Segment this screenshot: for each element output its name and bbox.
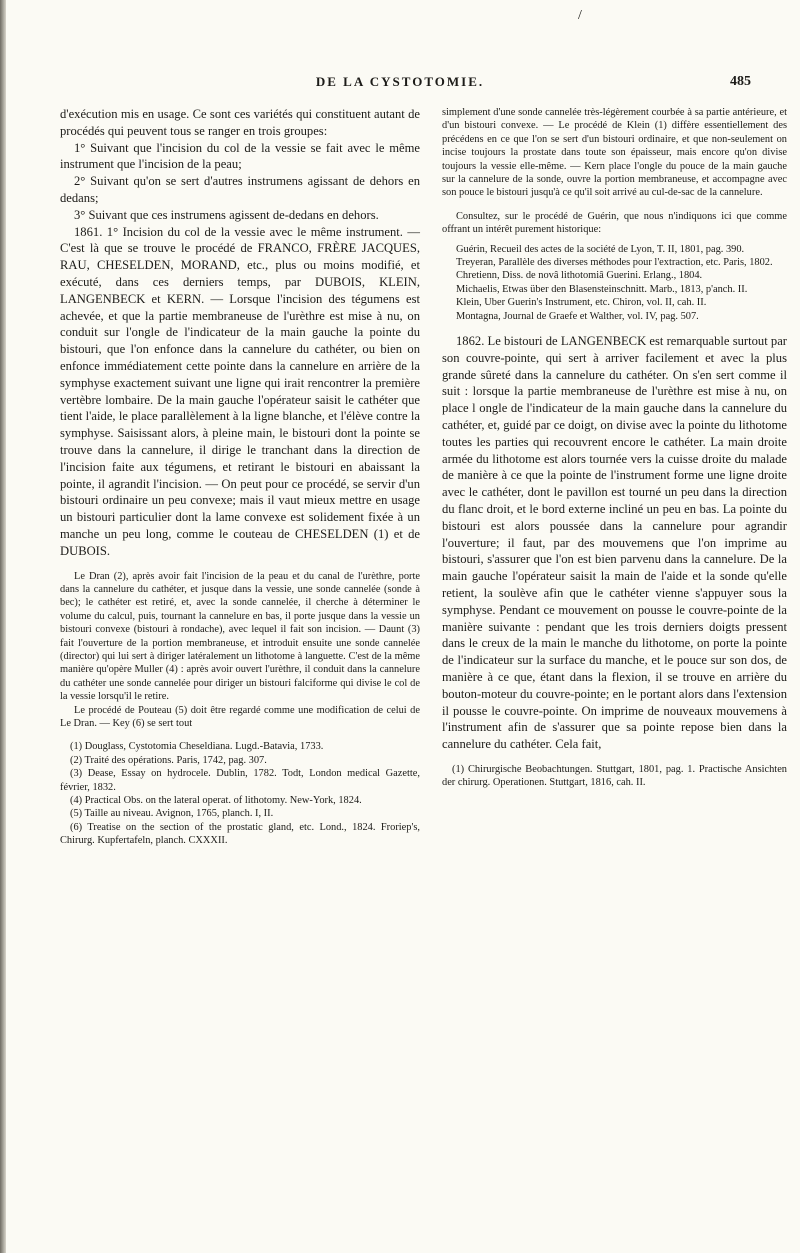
- reference-list: [442, 243, 787, 323]
- reference-item: Michaelis, Etwas über den Blasensteinschnitt. Marb., 1813, p'anch. II.: [456, 283, 748, 295]
- footnote-5: (5) Taille au niveau. Avignon, 1765, planch. I, II.: [70, 808, 274, 820]
- group-item-1: 1° Suivant que l'incision du col de la vessie se fait avec le même instrument que l'incision de la peau;: [60, 140, 420, 172]
- footnote-4: (4) Practical Obs. on the lateral operat. of lithotomy. New-York, 1824.: [70, 795, 362, 807]
- page-edge: [0, 0, 6, 1253]
- pencil-mark: /: [578, 8, 582, 23]
- small-paragraph-le-dran: Le Dran (2), après avoir fait l'incision de la peau et du canal de l'urèthre, porte dans la cannelure du cathéter, et jusque dans la vessie, une sonde cannelée (sonde à bec); le cathéter est retiré, et, avec la sonde cannelée, il cherche à déterminer le volume du calcul, puis, tournant la cannelure en bas, il porte jusque dans la vessie un bistouri convexe (bistouri à rondache), avec lequel il fait son incision. — Daunt (3) fait l'ouverture de la portion membraneuse, et introduit ensuite une sonde cannelée (director) qui lui sert à diriger latéralement un lithotome à languette. C'est de la même manière qu'opère Muller (4) : après avoir ouvert l'urèthre, il conduit dans la cannelure du cathéter une sonde cannelée pour diriger un bistouri falciforme qui divise le col de la vessie lorsqu'il le retire.: [60, 570, 420, 703]
- footnote-2: (2) Traité des opérations. Paris, 1742, pag. 307.: [70, 754, 267, 766]
- reference-item: Treyeran, Parallèle des diverses méthodes pour l'extraction, etc. Paris, 1802.: [456, 257, 773, 269]
- footnote-right-1: (1) Chirurgische Beobachtungen. Stuttgart, 1801, pag. 1. Practische Ansichten der chirurg. Operationen. Stuttgart, 1816, cah. II.: [442, 764, 787, 789]
- footnote-1: (1) Douglass, Cystotomia Cheseldiana. Lugd.-Batavia, 1733.: [70, 741, 324, 753]
- small-paragraph-key-klein-kern: simplement d'une sonde cannelée très-légèrement courbée à sa partie antérieure, et d'un bistouri convexe. — Le procédé de Klein (1) diffère essentiellement des précédens en ce que l'on se sert d'un bistouri ordinaire, et que non-seulement on incise toujours la prostate dans toute son épaisseur, mais encore qu'on divise toujours la vessie elle-même. — Kern place l'ongle du pouce de la main gauche sur la cannelure de la sonde, ouvre la portion membraneuse, et accompagne avec son pouce le bistouri jusqu'à ce qu'il soit arrivé au cul-de-sac de la cannelure.: [442, 107, 787, 199]
- footnotes-left: [60, 740, 420, 847]
- running-title: DE LA CYSTOTOMIE.: [315, 74, 485, 89]
- reference-item: Guérin, Recueil des actes de la société de Lyon, T. II, 1801, pag. 390.: [456, 243, 745, 255]
- paragraph-1862: 1862. Le bistouri de LANGENBECK est remarquable surtout par son couvre-pointe, qui sert à arriver facilement et avec la plus grande sûreté dans la cannelure du cathéter. On s'en sert comme il suit : lorsque la partie membraneuse de l'urèthre est mise à nu, on place l ongle de l'indicateur de la main gauche dans la cannelure du cathéter, et, guidé par ce doigt, on divise avec la pointe du lithotome toutes les parties qui recouvrent encore le cathéter. La main droite armée du lithotome est alors tournée vers la cuisse droite du malade de manière à ce que la pointe de l'instrument forme une ligne droite avec le cathéter, dont le pavillon est tourné un peu dans la direction du flanc droit, et le bord externe incliné un peu en bas. La pointe du bistouri est alors poussée dans la cannelure pour agrandir l'ouverture; il faut, par des mouvemens que l'on imprime au bistouri, s'assurer que l'on est bien parvenu dans la cannelure. De la main gauche l'opérateur saisit la main de l'aide et la sonde qu'elle retient, la soulève afin que le cathéter vienne s'appuyer sous la symphyse. Pendant ce mouvement on pousse le couvre-pointe de la manière suivante : pendant que les trois derniers doigts pressent dans le creux de la main le manche du lithotome, on porte la pointe de l'indicateur sur la surface du manche, et le pouce sur son dos, de manière à ce que, étant dans la flexion, il se trouve en arrière du bouton-moteur du couvre-pointe; en le portant alors dans l'extension il pousse le couvre-pointe. On imprime de nouveaux mouvemens à l'instrument afin de s'assurer que sa pointe repose bien dans la cannelure du cathéter. Cela fait,: [442, 334, 787, 752]
- reference-item: Klein, Uber Guerin's Instrument, etc. Chiron, vol. II, cah. II.: [456, 297, 707, 309]
- left-column: [60, 106, 420, 848]
- group-item-3: 3° Suivant que ces instrumens agissent de-dedans en dehors.: [74, 207, 379, 222]
- page-header: [0, 74, 800, 94]
- small-paragraph-pouteau: Le procédé de Pouteau (5) doit être regardé comme une modification de celui de Le Dran. — Key (6) se sert tout: [60, 704, 420, 729]
- reference-item: Montagna, Journal de Graefe et Walther, vol. IV, pag. 507.: [456, 310, 699, 322]
- consultez-note: Consultez, sur le procédé de Guérin, que nous n'indiquons ici que comme offrant un intérêt purement historique:: [442, 210, 787, 236]
- group-item-2: 2° Suivant qu'on se sert d'autres instrumens agissant de dehors en dedans;: [60, 174, 420, 205]
- paragraph-1861: 1861. 1° Incision du col de la vessie avec le même instrument. — C'est là que se trouve le procédé de FRANCO, FRÈRE JACQUES, RAU, CHESELDEN, MORAND, etc., plus ou moins modifié, et exécuté, dans ces derniers temps, par DUBOIS, KLEIN, LANGENBECK et KERN. — Lorsque l'incision des tégumens est achevée, et que la partie membraneuse de l'urèthre est mise à nu, on conduit sur l'ongle de l'indicateur de la main gauche la pointe du bistouri, que l'on enfonce dans la cannelure du cathéter, ou bien on enfonce immédiatement cette pointe dans la cannelure en arrière de la symphyse exactement suivant une ligne qui irait rencontrer la première vertèbre lombaire. De la main gauche l'opérateur saisit le cathéter que tient l'aide, le place parallèlement à la ligne blanche, et l'élève contre la symphyse. Saisissant alors, à pleine main, le bistouri dont la pointe se trouve dans la cannelure, il dirige le tranchant dans la direction de l'incision faite aux tégumens, et retirant le bistouri en abaissant la pointe, il agrandit l'incision. — On peut pour ce procédé, se servir d'un bistouri ordinaire un peu convexe; mais il vaut mieux mettre en usage un bistouri particulier dont la lame convexe est solidement fixée à un manche un peu long, comme le couteau de CHESELDEN (1) et de DUBOIS.: [60, 224, 420, 558]
- reference-item: Chretienn, Diss. de novâ lithotomiâ Guerini. Erlang., 1804.: [456, 270, 703, 282]
- right-column: [442, 106, 787, 790]
- page-number: 485: [730, 74, 751, 89]
- footnote-3: (3) Dease, Essay on hydrocele. Dublin, 1782. Todt, London medical Gazette, février, 1832.: [60, 768, 420, 793]
- paragraph-intro: d'exécution mis en usage. Ce sont ces variétés qui constituent autant de procédés qui peuvent tous se ranger en trois groupes:: [60, 107, 420, 138]
- footnote-6: (6) Treatise on the section of the prostatic gland, etc. Lond., 1824. Froriep's, Chirurg. Kupfertafeln, planch. CXXXII.: [60, 821, 420, 847]
